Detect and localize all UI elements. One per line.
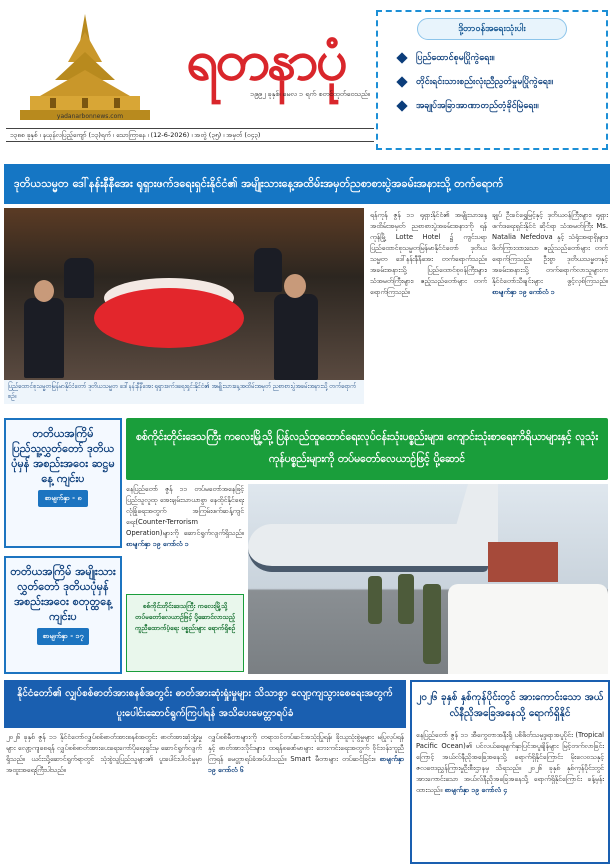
lead-text-col2: ချုပ် ဦးခင်ရွှေမြင့်နှင့် ဒုတိယဝန်ကြီးများ၊ ရုရှားဖက်ဒရေးရှင်းနိုင်ငံ ဆိုင်ရာ သံအမတ်ကြီး Ms. Natalia Nefedova နှင့် သံရုံးအရာရှိများ၊ ဖိတ်ကြားထားသော ဧည့်သည်တော်များ တက်ရောက်ကြသည်။ ဦးစွာ ဒုတိယသမ္မတနှင့် အခမ်းအနားသို့ တက်ရောက်လာသူများက နိုင်ငံတော်သီချင်းများ ဖွင့်လှစ်ကြသည်။ စာမျက်နှာ ၁၉ ကော်လံ ၁	[492, 211, 608, 296]
lead-headline[interactable]: ဒုတိယသမ္မတ ဒေါ်နန်းနီနီအေး ရုရှားဖက်ဒရေးရှင်းနိုင်ငံ၏ အမျိုးသားနေ့အထိမ်းအမှတ်ညစာစားပွဲအခမ်းအနားသို့ တက်ရောက်	[4, 164, 610, 204]
aid-headline[interactable]: စစ်ကိုင်းတိုင်းဒေသကြီး ကလေးမြို့သို့ ပြန်လည်ထူထောင်ရေးလုပ်ငန်းသုံးပစ္စည်းများ၊ ကျောင်းသုံးစာရေးကိရိယာများနှင့် လူသုံးကုန်ပစ္စည်းများကို တပ်မတော်လေယာဉ်ဖြင့် ပို့ဆောင်	[126, 418, 608, 480]
website-url[interactable]: yadanarbonnews.com	[56, 113, 124, 120]
newspaper-title: ရတနာပုံ	[186, 27, 345, 93]
slogan-item: ပြည်ထောင်စုမပြိုကွဲရေး။	[384, 52, 600, 64]
continued-link[interactable]: စာမျက်နှာ ၁၉ ကော်လံ ၄	[444, 786, 508, 794]
date-bar: ၁၃၈၈ ခုနှစ် ၊ နယုန်လပြည့်ကျော် (၁၃)ရက် ၊ သောကြာနေ ၊ (12-6-2026) ၊ အတွဲ (၃၅) ၊ အမှတ် (၀၄၃)	[6, 128, 374, 142]
aid-photo	[248, 484, 608, 674]
aid-photo-caption: စစ်ကိုင်းတိုင်းဒေသကြီး ကလေးမြို့သို့ တပ်မတော်လေယာဉ်ဖြင့် ပို့ဆောင်လာသည့် ကူညီထောက်ပံ့ရေး ပစ္စည်းများ ရောက်ရှိစဉ်	[126, 594, 244, 672]
slogans-box	[376, 10, 608, 150]
el-nino-box	[410, 680, 610, 864]
parliament-box[interactable]: တတိယအကြိမ် ပြည်သူ့လွှတ်တော် ဒုတိယပုံမှန် အစည်းအဝေး ဆဋ္ဌမနေ့ ကျင်းပ စာမျက်နှာ - ၈	[4, 418, 122, 548]
continued-link[interactable]: စာမျက်နှာ ၁၉ ကော်လံ ၆	[208, 755, 404, 774]
electricity-text-col1: ၂၀၂၆ ခုနှစ် ဇွန် ၁၁ နိုင်ငံတော်လျှပ်စစ်ဓာတ်အားစနစ်အတွင်း ဓာတ်အားဆုံးရှုံးမှုများ လျော့ကျစေရန် လျှပ်စစ်ဓာတ်အားပေးရေးကော်ပိုရေးရှင်းမှ ဆောင်ရွက်လျက်ရှိသည်။ ယင်းသို့ဆောင်ရွက်ရာတွင် သုံးစွဲသူပြည်သူများ၏ ပူးပေါင်းပါဝင်မှုမှာ အထူးအရေးကြီးပါသည်။	[6, 733, 202, 774]
diamond-bullet-icon	[396, 101, 407, 112]
lead-photo-caption: ပြည်ထောင်စုသမ္မတမြန်မာနိုင်ငံတော် ဒုတိယသမ္မတ ဒေါ်နန်းနီနီအေး ရုရှားဖက်ဒရေးရှင်းနိုင်ငံ၏ အမျိုးသားနေ့အထိမ်းအမှတ် ညစာစားပွဲအခမ်းအနားသို့ တက်ရောက်စဉ်။	[4, 380, 364, 404]
aid-text: နေပြည်တော် ဇွန် ၁၁ တပ်မတော်အနေဖြင့် ပြည်သူလူထု အေးချမ်းသာယာစွာ နေထိုင်နိုင်ရေး လုံခြုံရေးအတွက် အကြမ်းဖက်ဆန့်ကျင်ရေး(Counter-Terrorism Operation)များကို ဆောင်ရွက်လျက်ရှိသည်။ စာမျက်နှာ ၁၉ ကော်လံ ၁	[126, 485, 244, 548]
slogan-item: အချုပ်အခြာအာဏာတည်တံ့ခိုင်မြဲရေး။	[384, 100, 600, 112]
el-nino-text: နေပြည်တော် ဇွန် ၁၁ အီကွေတာအနီးရှိ ပစိဖိတ်သမုဒ္ဒရာအပူပိုင်း (Tropical Pacific Ocean)၏ ပင်လယ်ရေမျက်နှာပြင်အပူချိန်များ မြင့်တက်လာခြင်းကြောင့် အယ်လ်နီညိုအခြေအနေသို့ ရောက်ရှိနိုင်ကြောင်း မိုးလေဝသနှင့် ဇလဗေဒညွှန်ကြားမှုဦးစီးဌာနမှ သိရသည်။ ၂၀၂၆ ခုနှစ် နှစ်ကုန်ပိုင်းတွင် အားကောင်းသော အယ်လ်နီညိုအခြေအနေသို့ ရောက်ရှိနိုင်ကြောင်း ခန့်မှန်းထားသည်။ စာမျက်နှာ ၁၉ ကော်လံ ၄	[416, 731, 604, 794]
diamond-bullet-icon	[396, 77, 407, 88]
continued-link[interactable]: စာမျက်နှာ ၁၉ ကော်လံ ၁	[492, 288, 555, 296]
masthead	[0, 0, 614, 160]
lead-photo	[4, 208, 364, 380]
page-reference[interactable]: စာမျက်နှာ - ၈	[38, 490, 87, 507]
electricity-text-col2: လျှပ်စစ်မီတာများကို တရားဝင်တပ်ဆင်အသုံးပြုရန်၊ ခိုးယူသုံးစွဲမှုများ မပြုလုပ်ရန်နှင့် ဓာတ်အားလိုင်းများ၊ ထရန်စဖော်မာများ ဘေးကင်းရေးအတွက် ဝိုင်းဝန်းကူညီကြရန် မေတ္တာရပ်ခံအပ်ပါသည်။ Smart မီတာများ တပ်ဆင်ခြင်း။ စာမျက်နှာ ၁၉ ကော်လံ ၆	[208, 733, 404, 774]
page-reference[interactable]: စာမျက်နှာ - ၁၇	[37, 628, 90, 645]
continued-link[interactable]: စာမျက်နှာ ၁၉ ကော်လံ ၁	[126, 540, 189, 548]
parliament-box[interactable]: တတိယအကြိမ် အမျိုးသားလွှတ်တော် ဒုတိယပုံမှန် အစည်းအဝေး စတုတ္ထနေ့ ကျင်းပ စာမျက်နှာ - ၁၇	[4, 556, 122, 674]
el-nino-headline[interactable]: ၂၀၂၆ ခုနှစ် နှစ်ကုန်ပိုင်းတွင် အားကောင်းသော အယ်လ်နီညိုအခြေအနေသို့ ရောက်ရှိနိုင်	[416, 692, 604, 719]
diamond-bullet-icon	[396, 52, 407, 63]
slogan-item: တိုင်းရင်းသားစည်းလုံးညီညွတ်မှုမပြိုကွဲရေး။	[384, 76, 600, 88]
lead-text-col1: ရန်ကုန် ဇွန် ၁၁ ရုရှားနိုင်ငံ၏ အမျိုးသားနေ့အထိမ်းအမှတ် ညစာစားပွဲအခမ်းအနားကို ရန်ကုန်မြို့ Lotte Hotel ၌ ကျင်းပရာ ပြည်ထောင်စုသမ္မတမြန်မာနိုင်ငံတော် ဒုတိယသမ္မတ ဒေါ်နန်းနီနီအေး တက်ရောက်သည်။ အခမ်းအနားသို့ ပြည်ထောင်စုဝန်ကြီးများ၊ သံအမတ်ကြီးများ၊ ဧည့်သည်တော်များ တက်ရောက်ကြသည်။	[370, 211, 487, 296]
founding-line: ၁၉၉၂ ခုနှစ်၊ မေလ ၁ ရက် စတင်ထုတ်ဝေသည်။	[250, 90, 370, 98]
electricity-headline[interactable]: နိုင်ငံတော်၏ လျှပ်စစ်ဓာတ်အားစနစ်အတွင်း ဓာတ်အားဆုံးရှုံးမှုများ သိသာစွာ လျော့ကျသွားစေရေးအတွက် ပူးပေါင်းဆောင်ရွက်ကြပါရန် အသိပေးမေတ္တာရပ်ခံ	[4, 680, 406, 728]
slogans-title: ဒို့တာဝန်အရေးသုံးပါး	[417, 18, 567, 40]
